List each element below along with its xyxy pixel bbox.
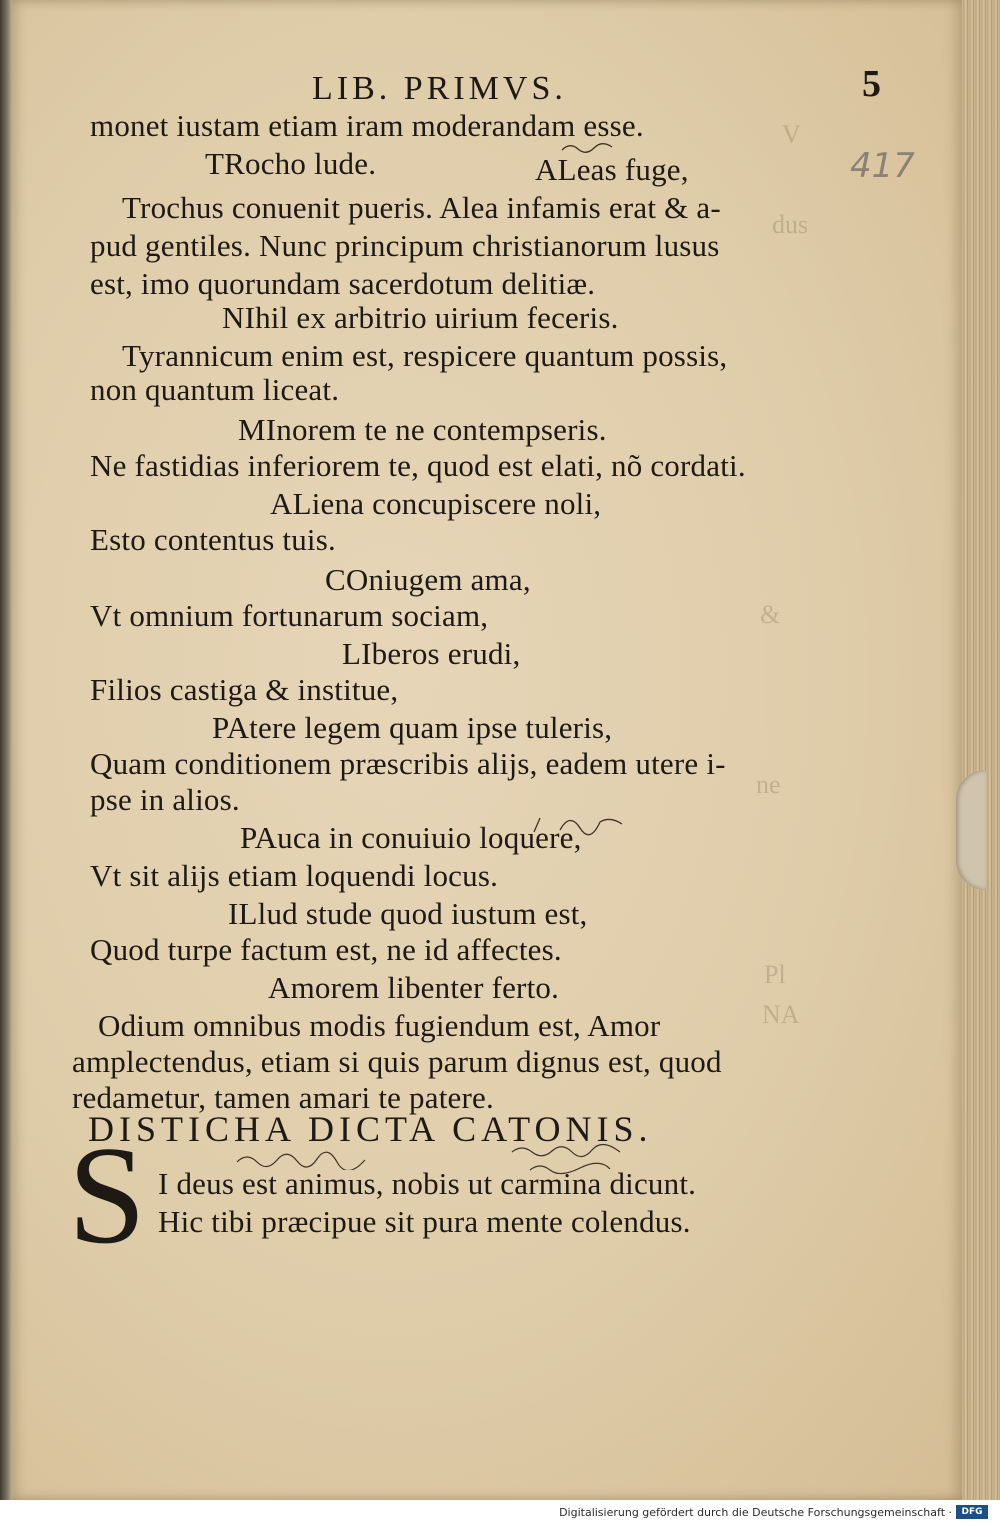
text-line: ILlud stude quod iustum est, (228, 896, 588, 931)
verse-line: I deus est animus, nobis ut carmina dicunt. (158, 1166, 697, 1201)
text-line: ALiena concupiscere noli, (270, 486, 602, 521)
show-through: V (782, 120, 801, 149)
drop-capital: S (68, 1118, 146, 1273)
text-line: Esto contentus tuis. (90, 522, 336, 557)
text-line: Vt omnium fortunarum sociam, (90, 598, 489, 633)
text-line: Amorem libenter ferto. (268, 970, 560, 1005)
text-line: Tyrannicum enim est, respicere quantum possis, (122, 338, 728, 373)
text-line: PAuca in conuiuio loquere, (240, 820, 582, 855)
text-line: TRocho lude. (205, 146, 377, 181)
running-title: LIB. PRIMVS. (312, 70, 567, 107)
page-clasp-tab (956, 770, 986, 890)
text-line: Odium omnibus modis fugiendum est, Amor (98, 1008, 661, 1043)
funding-credit: Digitalisierung gefördert durch die Deutsche Forschungsgemeinschaft · (559, 1506, 952, 1519)
text-line: amplectendus, etiam si quis parum dignus est, quod (72, 1044, 722, 1079)
verse-line: Hic tibi præcipue sit pura mente colendus. (158, 1204, 691, 1239)
text-line: NIhil ex arbitrio uirium feceris. (222, 300, 619, 335)
text-line: COniugem ama, (325, 562, 531, 597)
show-through: Pl (764, 960, 786, 989)
show-through: NA (762, 1000, 800, 1029)
text-line: Filios castiga & institue, (90, 672, 399, 707)
text-line: est, imo quorundam sacerdotum delitiæ. (90, 266, 596, 301)
text-line: ALeas fuge, (535, 152, 689, 187)
text-line: Quod turpe factum est, ne id affectes. (90, 932, 562, 967)
handwritten-annotation-mark (510, 1142, 630, 1178)
dfg-logo: DFG (956, 1505, 988, 1519)
text-line: MInorem te ne contempseris. (238, 412, 607, 447)
handwritten-page-number: 417 (850, 146, 915, 186)
show-through: & (760, 600, 781, 629)
handwritten-annotation-mark (530, 810, 630, 840)
facing-page-edge (0, 0, 12, 1500)
text-line: pse in alios. (90, 782, 240, 817)
handwritten-annotation-mark (235, 1150, 375, 1170)
text-line: monet iustam etiam iram moderandam esse. (90, 108, 644, 143)
handwritten-annotation-mark (560, 140, 620, 156)
page-stack-edge (962, 0, 1000, 1500)
text-line: pud gentiles. Nunc principum christianorum lusus (90, 228, 720, 263)
section-heading: DISTICHA DICTA CATONIS. (88, 1109, 653, 1149)
show-through: ne (756, 770, 781, 799)
text-line: LIberos erudi, (342, 636, 521, 671)
text-line: Ne fastidias inferiorem te, quod est elati, nõ cordati. (90, 448, 746, 483)
text-line: Vt sit alijs etiam loquendi locus. (90, 858, 499, 893)
text-line: redametur, tamen amari te patere. (72, 1080, 494, 1115)
text-line: non quantum liceat. (90, 372, 340, 407)
text-line: Quam conditionem præscribis alijs, eadem utere i- (90, 746, 726, 781)
folio-number: 5 (862, 63, 881, 105)
text-line: Trochus conuenit pueris. Alea infamis erat & a- (122, 190, 721, 225)
show-through: dus (772, 210, 809, 239)
text-line: PAtere legem quam ipse tuleris, (212, 710, 613, 745)
